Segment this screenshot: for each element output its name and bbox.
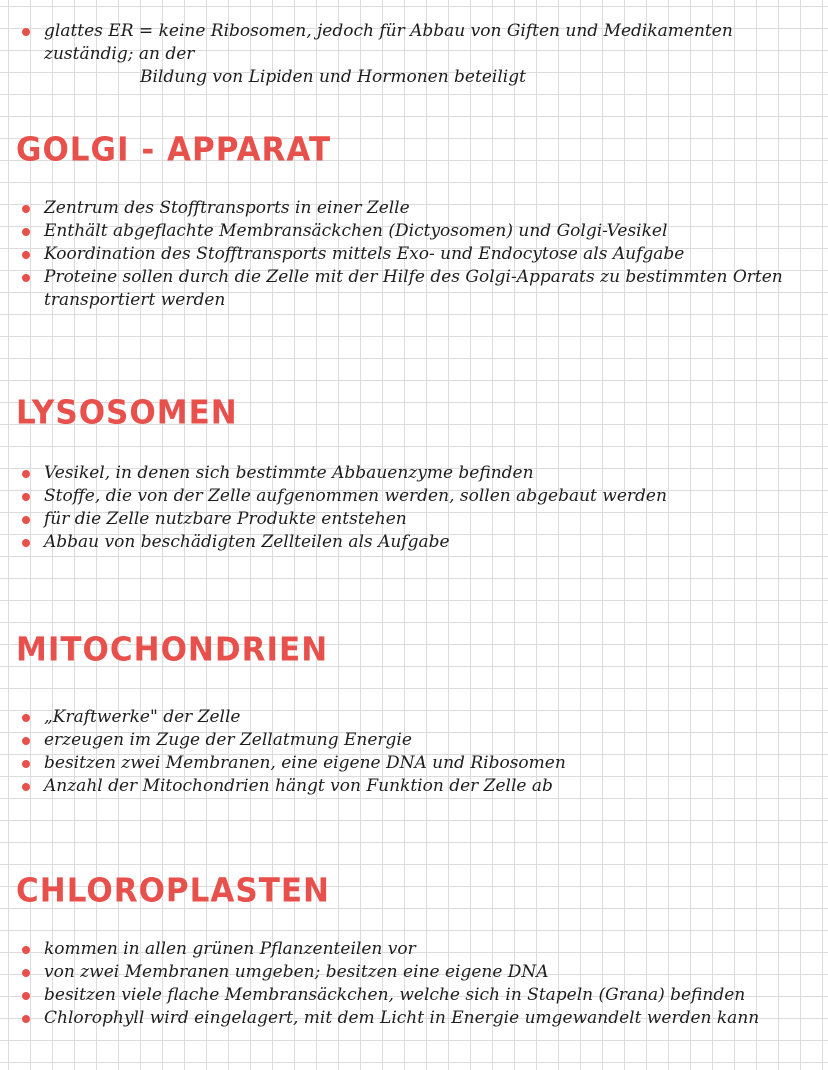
list-item	[18, 706, 808, 729]
list-item	[18, 531, 808, 554]
list-item-text: Zentrum des Stofftransports in einer Zelle	[44, 198, 410, 218]
section-heading: GOLGI - APPARAT	[16, 131, 332, 169]
bullet-list	[18, 938, 808, 1030]
bullet-dot-icon	[22, 205, 30, 213]
list-item	[18, 197, 808, 220]
list-item-text: besitzen zwei Membranen, eine eigene DNA und Ribosomen	[44, 753, 566, 773]
list-item	[18, 243, 808, 266]
bullet-list	[18, 462, 808, 554]
list-item-text: Anzahl der Mitochondrien hängt von Funktion der Zelle ab	[44, 776, 553, 796]
section-heading: MITOCHONDRIEN	[16, 631, 329, 669]
list-item-text: Vesikel, in denen sich bestimmte Abbauenzyme befinden	[44, 463, 534, 483]
bullet-dot-icon	[22, 714, 30, 722]
list-item-text: glattes ER = keine Ribosomen, jedoch für Abbau von Giften und Medikamenten zuständig; an der	[44, 21, 733, 64]
list-item-text: erzeugen im Zuge der Zellatmung Energie	[44, 730, 412, 750]
bullet-dot-icon	[22, 760, 30, 768]
list-item-text: Chlorophyll wird eingelagert, mit dem Licht in Energie umgewandelt werden kann	[44, 1008, 760, 1028]
list-item-text: kommen in allen grünen Pflanzenteilen vor	[44, 939, 416, 959]
list-item	[18, 266, 808, 312]
list-item	[18, 462, 808, 485]
list-item	[18, 961, 808, 984]
list-item	[18, 984, 808, 1007]
intro-list	[18, 20, 808, 89]
list-item-text: „Kraftwerke" der Zelle	[44, 707, 241, 727]
list-item	[18, 485, 808, 508]
bullet-dot-icon	[22, 737, 30, 745]
bullet-dot-icon	[22, 493, 30, 501]
bullet-dot-icon	[22, 969, 30, 977]
list-item-continuation: Bildung von Lipiden und Hormonen beteiligt	[140, 67, 526, 87]
bullet-dot-icon	[22, 251, 30, 259]
list-item-text: Abbau von beschädigten Zellteilen als Aufgabe	[44, 532, 450, 552]
bullet-dot-icon	[22, 470, 30, 478]
list-item	[18, 20, 808, 89]
list-item	[18, 775, 808, 798]
list-item	[18, 752, 808, 775]
list-item-text: von zwei Membranen umgeben; besitzen eine eigene DNA	[44, 962, 549, 982]
bullet-dot-icon	[22, 946, 30, 954]
list-item	[18, 220, 808, 243]
section-heading: LYSOSOMEN	[16, 394, 238, 432]
list-item-text: Enthält abgeflachte Membransäckchen (Dictyosomen) und Golgi-Vesikel	[44, 221, 668, 241]
list-item	[18, 938, 808, 961]
list-item-text: Stoffe, die von der Zelle aufgenommen werden, sollen abgebaut werden	[44, 486, 667, 506]
bullet-dot-icon	[22, 228, 30, 236]
bullet-list	[18, 197, 808, 312]
list-item-text: besitzen viele flache Membransäckchen, welche sich in Stapeln (Grana) befinden	[44, 985, 746, 1005]
bullet-dot-icon	[22, 783, 30, 791]
list-item	[18, 1007, 808, 1030]
list-item	[18, 508, 808, 531]
bullet-dot-icon	[22, 274, 30, 282]
list-item-text: Proteine sollen durch die Zelle mit der Hilfe des Golgi-Apparats zu bestimmten Orten	[44, 267, 783, 287]
section-heading: CHLOROPLASTEN	[16, 872, 330, 910]
bullet-dot-icon	[22, 539, 30, 547]
bullet-dot-icon	[22, 516, 30, 524]
bullet-dot-icon	[22, 1015, 30, 1023]
bullet-dot-icon	[22, 992, 30, 1000]
list-item	[18, 729, 808, 752]
bullet-list	[18, 706, 808, 798]
bullet-dot-icon	[22, 28, 30, 36]
list-item-text: für die Zelle nutzbare Produkte entstehen	[44, 509, 407, 529]
list-item-continuation: transportiert werden	[44, 290, 226, 310]
list-item-text: Koordination des Stofftransports mittels Exo- und Endocytose als Aufgabe	[44, 244, 685, 264]
